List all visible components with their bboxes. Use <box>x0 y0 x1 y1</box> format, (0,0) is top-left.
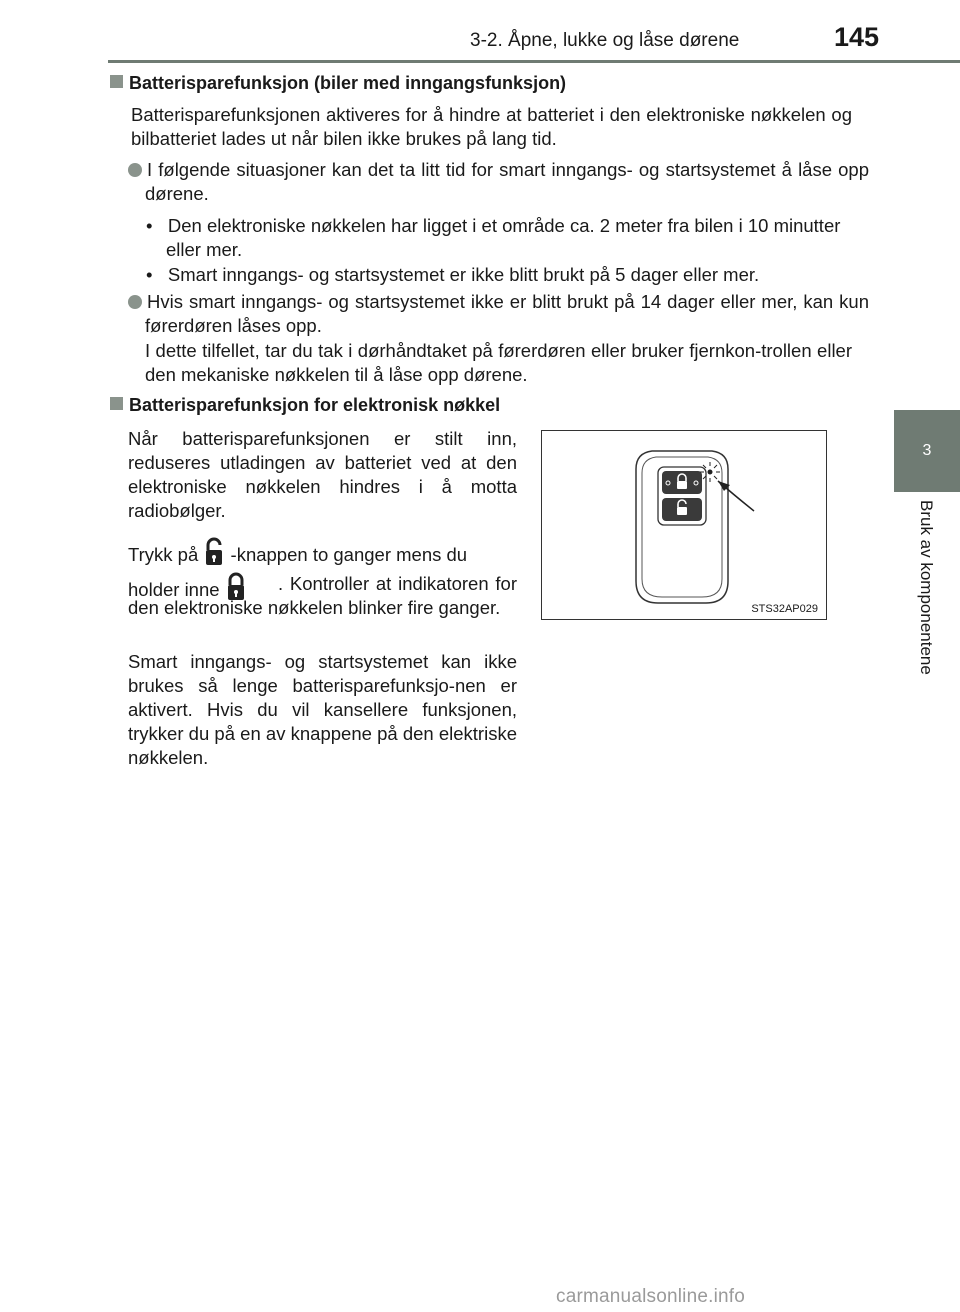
intro-paragraph: Batterisparefunksjonen aktiveres for å hindre at batteriet i den elektroniske nøkkelen og bilbatteriet lades ut når bilen ikke brukes på lang tid. <box>131 104 852 149</box>
instruction-line <box>128 537 517 573</box>
bullet-text: I følgende situasjoner kan det ta litt tid for smart inngangs- og startsystemet å låse opp dørene. <box>145 159 869 204</box>
instruction-text: -knappen to ganger mens du <box>230 544 468 565</box>
instruction-text: Trykk på <box>128 544 199 565</box>
heading-text: Batterisparefunksjon for elektronisk nøkkel <box>129 395 501 415</box>
chapter-title: Bruk av komponentene <box>917 500 936 675</box>
chapter-tab <box>894 410 960 492</box>
paragraph: Når batterisparefunksjonen er stilt inn, reduseres utladingen av batteriet ved at den elektroniske nøkkelen hindres i å motta radiobølger. <box>128 428 517 521</box>
watermark: carmanualsonline.info <box>556 1286 746 1307</box>
bullet-text: Hvis smart inngangs- og startsystemet ikke er blitt brukt på 14 dager eller mer, kan kun førerdøren låses opp. <box>145 291 869 336</box>
section-heading <box>110 73 566 94</box>
unlock-icon <box>203 537 225 573</box>
bullet-continuation: I dette tilfellet, tar du tak i dørhåndtaket på førerdøren eller bruker fjernkon-trollen eller den mekaniske nøkkelen til å låse opp dørene. <box>145 340 852 385</box>
instruction-continuation: . Kontroller at indikatoren for den elektroniske nøkkelen blinker fire ganger. <box>128 573 517 618</box>
chapter-number: 3 <box>922 442 932 459</box>
sub-bullet-text: Smart inngangs- og startsystemet er ikke blitt brukt på 5 dager eller mer. <box>167 264 760 285</box>
section-title: 3-2. Åpne, lukke og låse dørene <box>470 30 740 51</box>
square-bullet-icon <box>110 397 123 410</box>
smart-key-drawing <box>542 431 826 619</box>
header-rule <box>108 60 960 63</box>
bullet-point <box>128 158 869 206</box>
illustration-code: STS32AP029 <box>751 603 818 615</box>
square-bullet-icon <box>110 75 123 88</box>
page-number: 145 <box>834 22 880 52</box>
section-heading <box>110 395 500 416</box>
sub-bullet: • Den elektroniske nøkkelen har ligget i et område ca. 2 meter fra bilen i 10 minutter eller mer. <box>146 215 841 260</box>
paragraph: Smart inngangs- og startsystemet kan ikke brukes så lenge batterisparefunksjo-nen er aktivert. Hvis du vil kansellere funksjonen, trykker du på en av knappene på den elektriske nøkkelen. <box>128 651 517 768</box>
key-illustration <box>541 430 827 620</box>
round-bullet-icon <box>128 295 142 309</box>
heading-text: Batterisparefunksjon (biler med inngangsfunksjon) <box>129 73 567 93</box>
instruction-text: holder inne <box>128 579 220 600</box>
round-bullet-icon <box>128 163 142 177</box>
sub-bullet: • Smart inngangs- og startsystemet er ikke blitt brukt på 5 dager eller mer. <box>146 264 760 285</box>
sub-bullet-text: Den elektroniske nøkkelen har ligget i et område ca. 2 meter fra bilen i 10 minutter eller mer. <box>166 215 841 260</box>
bullet-point <box>128 290 869 338</box>
